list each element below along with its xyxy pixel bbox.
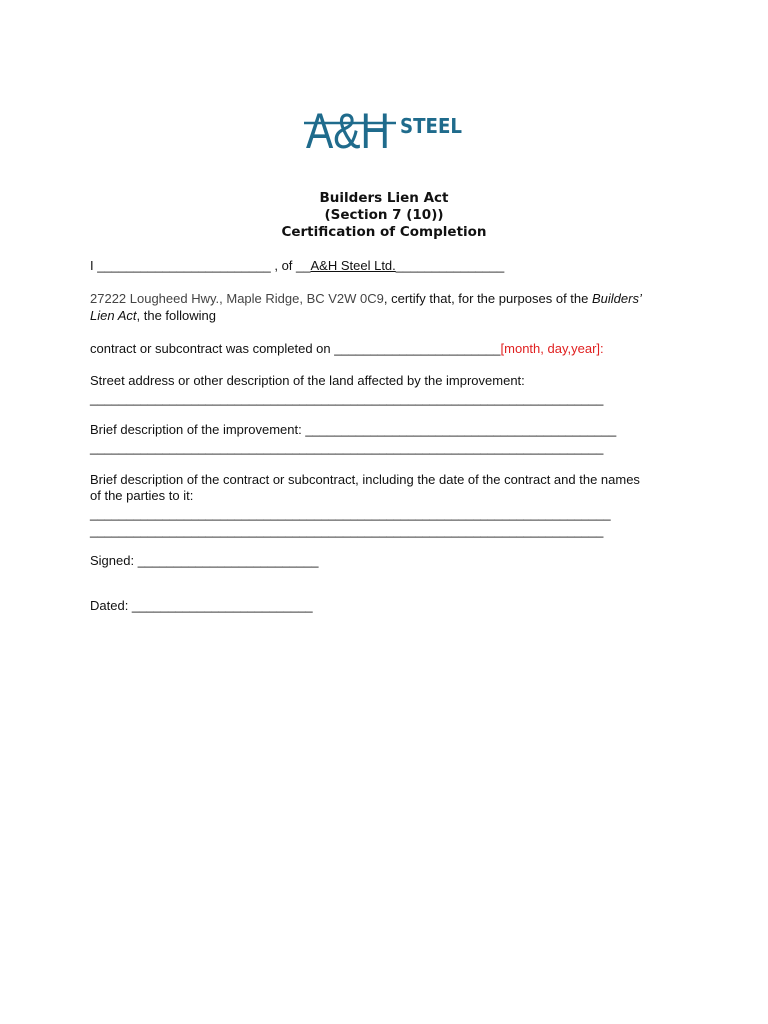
company-logo bbox=[302, 90, 466, 160]
title-line-2: (Section 7 (10)) bbox=[324, 207, 444, 223]
street-address-field: _______________________________________________________________________ bbox=[90, 391, 604, 406]
improvement-label: Brief description of the improvement: ___________________________________________ bbox=[90, 422, 617, 437]
declarant-line bbox=[90, 258, 504, 274]
completion-text: contract or subcontract was completed on _______________________ bbox=[90, 341, 501, 356]
declarant-name-blank: I ________________________ , of __ bbox=[90, 258, 311, 273]
act-name-part-2: Lien Act bbox=[90, 308, 137, 323]
street-address-label: Street address or other description of the land affected by the improvement: bbox=[90, 373, 525, 388]
certify-line-2 bbox=[90, 308, 216, 324]
company-blank: _______________ bbox=[395, 258, 505, 273]
completion-date-line bbox=[90, 341, 604, 357]
logo-word: STEEL bbox=[400, 114, 463, 138]
document-title bbox=[0, 190, 768, 241]
dated-field: Dated: _________________________ bbox=[90, 598, 313, 613]
title-line-3: Certification of Completion bbox=[281, 224, 487, 240]
company-address: 27222 Lougheed Hwy., Maple Ridge, BC V2W 0C9 bbox=[90, 291, 384, 306]
certify-line-1 bbox=[90, 291, 642, 307]
company-name: A&H Steel Ltd. bbox=[310, 258, 396, 273]
contract-field-2: _______________________________________________________________________ bbox=[90, 523, 604, 538]
improvement-field: _______________________________________________________________________ bbox=[90, 440, 604, 455]
following-text: , the following bbox=[136, 308, 216, 323]
title-line-1: Builders Lien Act bbox=[319, 190, 449, 206]
contract-field-1: ________________________________________________________________________ bbox=[90, 506, 611, 521]
contract-label-1: Brief description of the contract or subcontract, including the date of the contract and the names bbox=[90, 472, 640, 487]
contract-label-2: of the parties to it: bbox=[90, 488, 194, 503]
logo-letters: A&H bbox=[306, 103, 390, 159]
date-placeholder: [month, day,year]: bbox=[500, 341, 604, 356]
signed-field: Signed: _________________________ bbox=[90, 553, 319, 568]
certify-text: , certify that, for the purposes of the bbox=[383, 291, 592, 306]
act-name-part-1: Builders’ bbox=[591, 291, 642, 306]
